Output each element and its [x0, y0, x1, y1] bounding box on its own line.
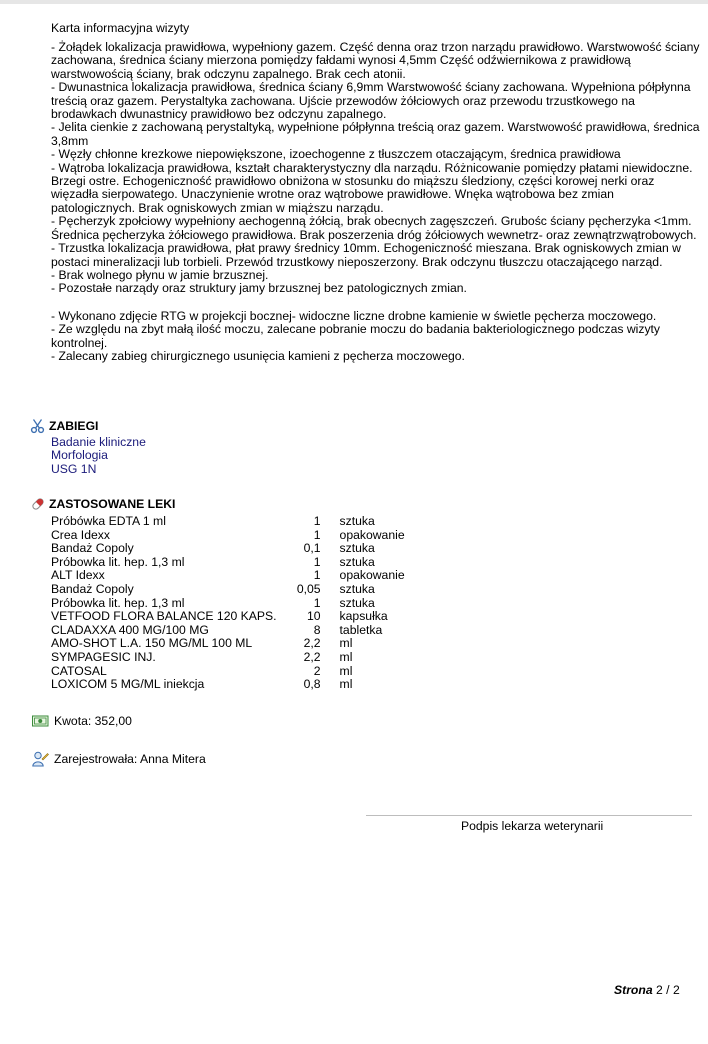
medication-unit: kapsułka [339, 609, 388, 624]
medication-name: LOXICOM 5 MG/ML iniekcja [51, 677, 205, 692]
medication-unit: ml [339, 677, 353, 692]
finding-paragraph: - Węzły chłonne krezkowe niepowiększone, izoechogenne z tłuszczem otaczającym, średnica prawidłowa [51, 147, 621, 162]
scissors-icon [30, 418, 46, 434]
medication-name: ALT Idexx [51, 568, 105, 583]
medications-section [30, 496, 690, 692]
procedures-list [51, 436, 690, 476]
medication-name: CATOSAL [51, 663, 107, 678]
medication-name: SYMPAGESIC INJ. [51, 649, 156, 664]
medication-quantity: 1 [313, 554, 321, 569]
medication-name: Bandaż Copoly [51, 581, 134, 596]
medication-row [51, 610, 405, 624]
amount-text: Kwota: 352,00 [54, 714, 132, 728]
page-current: 2 [656, 983, 663, 997]
medication-quantity: 1 [313, 568, 321, 583]
pill-icon [30, 496, 46, 512]
medication-quantity: 2,2 [303, 649, 321, 664]
medication-quantity: 1 [313, 514, 321, 528]
medication-name: Próbowka lit. hep. 1,3 ml [51, 554, 185, 569]
page-total: / 2 [666, 983, 680, 997]
recommendation-paragraph: - Wykonano zdjęcie RTG w projekcji bocznej- widoczne liczne drobne kamienie w świetle pęcherza moczowego. [51, 308, 657, 323]
page-indicator [614, 983, 680, 998]
medications-heading: ZASTOSOWANE LEKI [49, 497, 176, 511]
finding-paragraph: - Pęcherzyk zpołciowy wypełniony aechogenną żółcią, brak obecnych zagęszczeń. Grubośc ściany pęcherzyka <1mm. Średnica pęcherzyka żółciowego prawidłowa. Brak poszerzenia dróg żółciowych wewnetrz- oraz zewnątrzwątrobowych. [51, 214, 697, 242]
medication-name: Bandaż Copoly [51, 541, 134, 556]
medication-quantity: 0,8 [303, 677, 321, 692]
page-label: Strona [614, 983, 653, 997]
medication-row [51, 583, 405, 597]
finding-paragraph: - Wątroba lokalizacja prawidłowa, kształt charakterystyczny dla narządu. Różnicowanie pomiędzy płatami niewidoczne. Brzegi ostre. Echogeniczność prawidłowo obniżona w stosunku do miąższu śledziony, części korowej nerki oraz więzadła sierpowatego. Unaczynienie wrotne oraz wątrobowe prawidłowe. Wnęka wątrobowa bez zmian patologicznych. Brak ogniskowych zmian w miąższu narządu. [51, 160, 696, 215]
procedure-item: Morfologia [51, 448, 108, 463]
medication-name: Crea Idexx [51, 527, 110, 542]
medications-table [51, 515, 405, 692]
medication-name: AMO-SHOT L.A. 150 MG/ML 100 ML [51, 636, 253, 651]
procedures-heading: ZABIEGI [49, 419, 99, 433]
medication-row [51, 678, 405, 692]
medication-unit: sztuka [339, 514, 375, 528]
finding-paragraph: - Trzustka lokalizacja prawidłowa, płat prawy średnicy 10mm. Echogeniczność mieszana. Brak ogniskowych zmian w postaci mineralizacji lub torbieli. Przewód trzustkowy nieposzerzony. Brak odczynu tłuszczu otaczającego narząd. [51, 241, 685, 269]
medication-name: Próbówka EDTA 1 ml [51, 514, 166, 528]
findings-list [51, 41, 701, 296]
finding-paragraph: - Jelita cienkie z zachowaną perystaltyką, wypełnione półpłynna treścią oraz gazem. Warstwowość prawidłowa, średnica 3,8mm [51, 120, 703, 148]
medication-name: CLADAXXA 400 MG/100 MG [51, 622, 209, 637]
medication-quantity: 8 [313, 622, 321, 637]
medication-row [51, 569, 405, 583]
medication-unit: sztuka [339, 581, 375, 596]
medication-quantity: 0,1 [303, 541, 321, 556]
finding-paragraph: - Pozostałe narządy oraz struktury jamy brzusznej bez patologicznych zmian. [51, 281, 467, 296]
medication-unit: sztuka [339, 595, 375, 610]
medication-row [51, 651, 405, 665]
recommendation-paragraph: - Ze względu na zbyt małą ilość moczu, zalecane pobranie moczu do badania bakteriologicznego podczas wizyty kontrolnej. [51, 322, 664, 350]
medication-unit: ml [339, 636, 353, 651]
medication-row [51, 637, 405, 651]
medication-quantity: 0,05 [296, 581, 321, 596]
medication-row [51, 597, 405, 611]
medication-quantity: 1 [313, 595, 321, 610]
medication-unit: opakowanie [339, 527, 405, 542]
money-icon [32, 714, 48, 730]
finding-paragraph: - Dwunastnica lokalizacja prawidłowa, średnica ściany 6,9mm Warstwowość ściany zachowana. Wypełniona półpłynna treścią oraz gazem. Perystaltyka zachowana. Ujście przewodów żółciowych oraz przewodu trzustkowego na brodawkach dwunastnicy prawidłowo bez odczynu zapalnego. [51, 80, 694, 122]
medication-row [51, 665, 405, 679]
medication-row [51, 515, 405, 529]
medication-unit: ml [339, 663, 353, 678]
medication-row [51, 542, 405, 556]
report-title: Karta informacyjna wizyty [51, 21, 190, 35]
medication-quantity: 2 [313, 663, 321, 678]
medication-quantity: 1 [313, 527, 321, 542]
medication-unit: opakowanie [339, 568, 405, 583]
medication-row [51, 529, 405, 543]
registered-text: Zarejestrowała: Anna Mitera [54, 752, 206, 766]
recommendations-list [51, 310, 701, 364]
finding-paragraph: - Żołądek lokalizacja prawidłowa, wypełniony gazem. Część denna oraz trzon narządu prawidłowo. Warstwowość ściany zachowana, średnica ściany mierzona pomiędzy fałdami wynosi 4,5mm Część odźwiernikowa z prawidłową warstwowością ściany, brak odczynu zapalnego. Brak cech atonii. [51, 40, 703, 81]
registered-section [30, 751, 690, 767]
procedures-section [30, 418, 690, 476]
procedure-item: Badanie kliniczne [51, 435, 146, 449]
medication-quantity: 10 [306, 609, 321, 624]
finding-paragraph: - Brak wolnego płynu w jamie brzusznej. [51, 267, 269, 282]
medication-quantity: 2,2 [303, 636, 321, 651]
medication-unit: sztuka [339, 541, 375, 556]
amount-section [30, 713, 690, 729]
top-strip [0, 0, 708, 4]
visit-report [51, 21, 701, 363]
medication-row [51, 556, 405, 570]
medication-name: Próbowka lit. hep. 1,3 ml [51, 595, 185, 610]
medication-unit: ml [339, 649, 353, 664]
procedure-item: USG 1N [51, 461, 97, 476]
medication-row [51, 624, 405, 638]
signature-label: Podpis lekarza weterynarii [461, 819, 604, 833]
signature-line [366, 815, 692, 816]
medication-name: VETFOOD FLORA BALANCE 120 KAPS. [51, 609, 277, 624]
user-icon [32, 751, 48, 767]
recommendation-paragraph: - Zalecany zabieg chirurgicznego usunięcia kamieni z pęcherza moczowego. [51, 348, 465, 363]
medication-unit: tabletka [339, 622, 383, 637]
medication-unit: sztuka [339, 554, 375, 569]
